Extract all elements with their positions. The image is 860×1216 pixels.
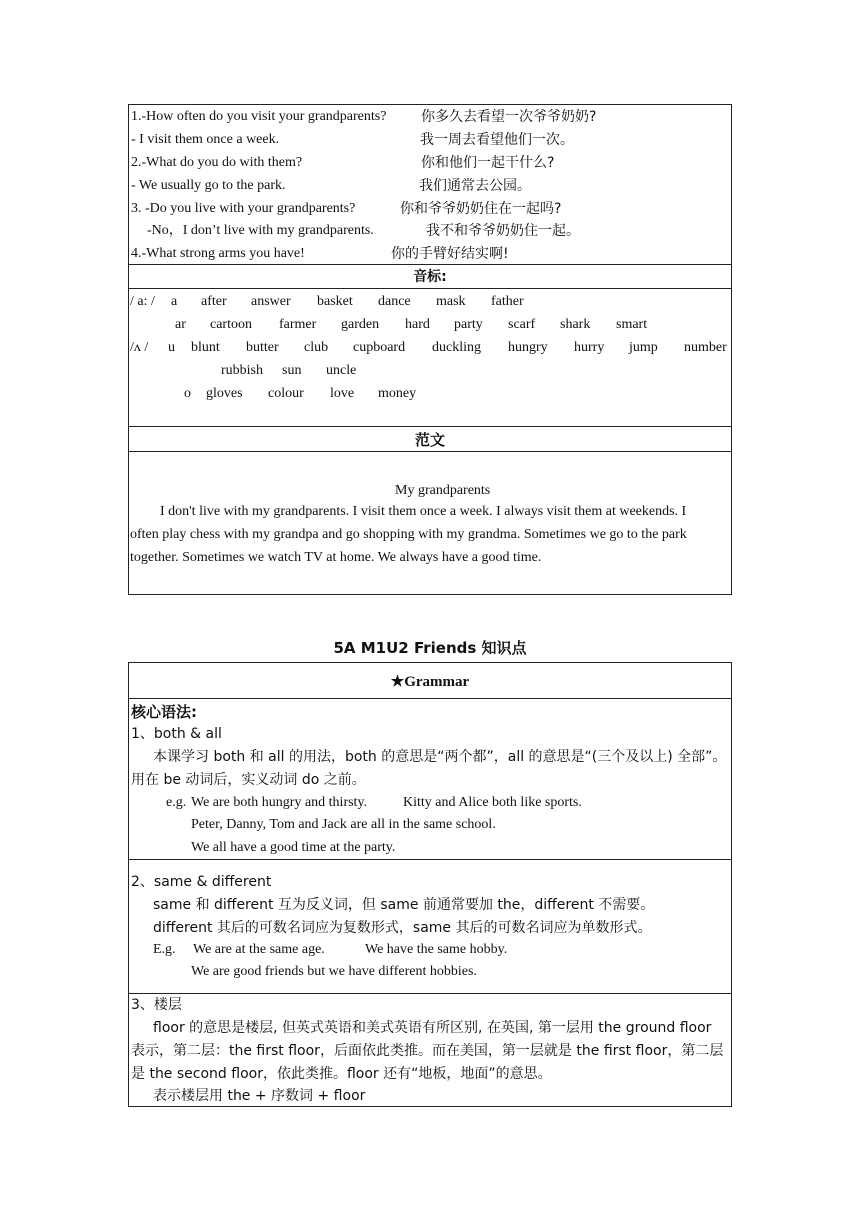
phonetic-word: hard bbox=[405, 317, 430, 332]
s2-eg-label: E.g. bbox=[153, 942, 176, 957]
essay-line-1: I don't live with my grandparents. I visit them once a week. I always visit them at weekends. I bbox=[160, 504, 687, 519]
phonetic-word: club bbox=[304, 340, 329, 355]
s2-example-1: We are at the same age. bbox=[193, 942, 325, 957]
phonetic-word: hungry bbox=[508, 340, 548, 355]
phonetic-word: mask bbox=[436, 294, 466, 309]
dialogue-en-3: 2.-What do you do with them? bbox=[131, 155, 303, 170]
grammar-heading: ★Grammar bbox=[390, 674, 470, 690]
phonetic-word: jump bbox=[629, 340, 658, 355]
phonetic-letter-u: u bbox=[168, 340, 175, 355]
s2-line-2: different 其后的可数名词应为复数形式，same 其后的可数名词应为单数形式。 bbox=[153, 920, 652, 936]
s2-example-2: We have the same hobby. bbox=[365, 942, 508, 957]
essay-table bbox=[128, 426, 732, 595]
phonetic-word: cartoon bbox=[210, 317, 252, 332]
s3-line-2: 表示，第二层：the first floor，后面依此类推。而在美国，第一层就是 the first floor，第二层 bbox=[131, 1043, 724, 1059]
phonetic-word: party bbox=[454, 317, 483, 332]
phonetic-word: love bbox=[330, 386, 355, 401]
core-grammar-label: 核心语法: bbox=[131, 703, 197, 721]
phonetic-word: basket bbox=[317, 294, 353, 309]
s1-example-4: We all have a good time at the party. bbox=[191, 840, 396, 855]
dialogue-cn-6: 我不和爷爷奶奶住一起。 bbox=[426, 223, 580, 239]
essay-line-3: together. Sometimes we watch TV at home. We always have a good time. bbox=[130, 550, 542, 565]
phonetics-heading: 音标: bbox=[413, 269, 447, 285]
phonetic-word: after bbox=[201, 294, 227, 309]
divider bbox=[129, 993, 731, 994]
s1-line-2: 用在 be 动词后，实义动词 do 之前。 bbox=[131, 772, 366, 788]
dialogue-cn-3: 你和他们一起干什么? bbox=[421, 155, 555, 171]
s1-title: 1、both & all bbox=[131, 726, 222, 742]
phonetic-word: duckling bbox=[432, 340, 481, 355]
phonetic-letter-ar: ar bbox=[175, 317, 186, 332]
dialogue-en-4: - We usually go to the park. bbox=[131, 178, 286, 193]
essay-heading: 范文 bbox=[414, 431, 445, 449]
essay-line-2: often play chess with my grandpa and go shopping with my grandma. Sometimes we go to the park bbox=[130, 527, 687, 542]
phonetic-letter-o: o bbox=[184, 386, 191, 401]
dialogue-en-6: -No，I don’t live with my grandparents. bbox=[147, 223, 374, 238]
phonetic-word: cupboard bbox=[353, 340, 406, 355]
phonetic-word: scarf bbox=[508, 317, 536, 332]
phonetic-word: uncle bbox=[326, 363, 357, 378]
dialogue-en-2: - I visit them once a week. bbox=[131, 132, 280, 147]
dialogue-cn-2: 我一周去看望他们一次。 bbox=[420, 132, 574, 148]
dialogue-en-1: 1.-How often do you visit your grandparents? bbox=[131, 109, 387, 124]
divider bbox=[129, 264, 731, 265]
phonetic-symbol-a: / a: / bbox=[130, 294, 155, 309]
grammar-table bbox=[128, 662, 732, 1107]
phonetic-word: blunt bbox=[191, 340, 220, 355]
essay-title: My grandparents bbox=[395, 483, 491, 498]
phonetic-word: dance bbox=[378, 294, 411, 309]
dialogue-cn-7: 你的手臂好结实啊! bbox=[391, 246, 509, 262]
s1-eg-label: e.g. bbox=[166, 795, 187, 810]
phonetic-word: garden bbox=[341, 317, 380, 332]
divider bbox=[129, 859, 731, 860]
phonetic-word: money bbox=[378, 386, 417, 401]
s1-example-3: Peter, Danny, Tom and Jack are all in the same school. bbox=[191, 817, 496, 832]
phonetic-word: hurry bbox=[574, 340, 605, 355]
phonetic-word: butter bbox=[246, 340, 279, 355]
s3-line-4: 表示楼层用 the + 序数词 + floor bbox=[153, 1088, 366, 1104]
dialogue-phonetics-table bbox=[128, 104, 732, 427]
divider bbox=[129, 288, 731, 289]
phonetic-word: father bbox=[491, 294, 524, 309]
divider bbox=[129, 451, 731, 452]
dialogue-cn-4: 我们通常去公园。 bbox=[419, 178, 531, 194]
phonetic-word: colour bbox=[268, 386, 304, 401]
phonetic-word: farmer bbox=[279, 317, 317, 332]
phonetic-word: shark bbox=[560, 317, 591, 332]
phonetic-word: rubbish bbox=[221, 363, 263, 378]
phonetic-word: sun bbox=[282, 363, 302, 378]
phonetic-word: gloves bbox=[206, 386, 243, 401]
phonetic-letter-a: a bbox=[171, 294, 178, 309]
s3-line-1: floor 的意思是楼层, 但英式英语和美式英语有所区别, 在英国, 第一层用 the ground floor bbox=[153, 1020, 712, 1036]
s2-example-3: We are good friends but we have different hobbies. bbox=[191, 964, 477, 979]
s1-line-1: 本课学习 both 和 all 的用法，both 的意思是“两个都”，all 的意思是“(三个及以上) 全部”。 bbox=[153, 749, 727, 765]
s1-example-1: We are both hungry and thirsty. bbox=[191, 795, 368, 810]
phonetic-word: answer bbox=[251, 294, 291, 309]
s3-line-3: 是 the second floor，依此类推。floor 还有“地板，地面”的意思。 bbox=[131, 1066, 552, 1082]
dialogue-en-5: 3. -Do you live with your grandparents? bbox=[131, 201, 356, 216]
phonetic-word: smart bbox=[616, 317, 648, 332]
section-title: 5A M1U2 Friends 知识点 bbox=[333, 639, 527, 657]
s1-example-2: Kitty and Alice both like sports. bbox=[403, 795, 582, 810]
dialogue-cn-1: 你多久去看望一次爷爷奶奶? bbox=[421, 109, 597, 125]
dialogue-cn-5: 你和爷爷奶奶住在一起吗? bbox=[400, 201, 562, 217]
s2-title: 2、same & different bbox=[131, 874, 272, 890]
divider bbox=[129, 698, 731, 699]
phonetic-symbol-u: /ʌ / bbox=[130, 340, 149, 355]
s2-line-1: same 和 different 互为反义词，但 same 前通常要加 the，different 不需要。 bbox=[153, 897, 655, 913]
s3-title: 3、楼层 bbox=[131, 997, 182, 1013]
phonetic-word: number bbox=[684, 340, 727, 355]
dialogue-en-7: 4.-What strong arms you have! bbox=[131, 246, 305, 261]
